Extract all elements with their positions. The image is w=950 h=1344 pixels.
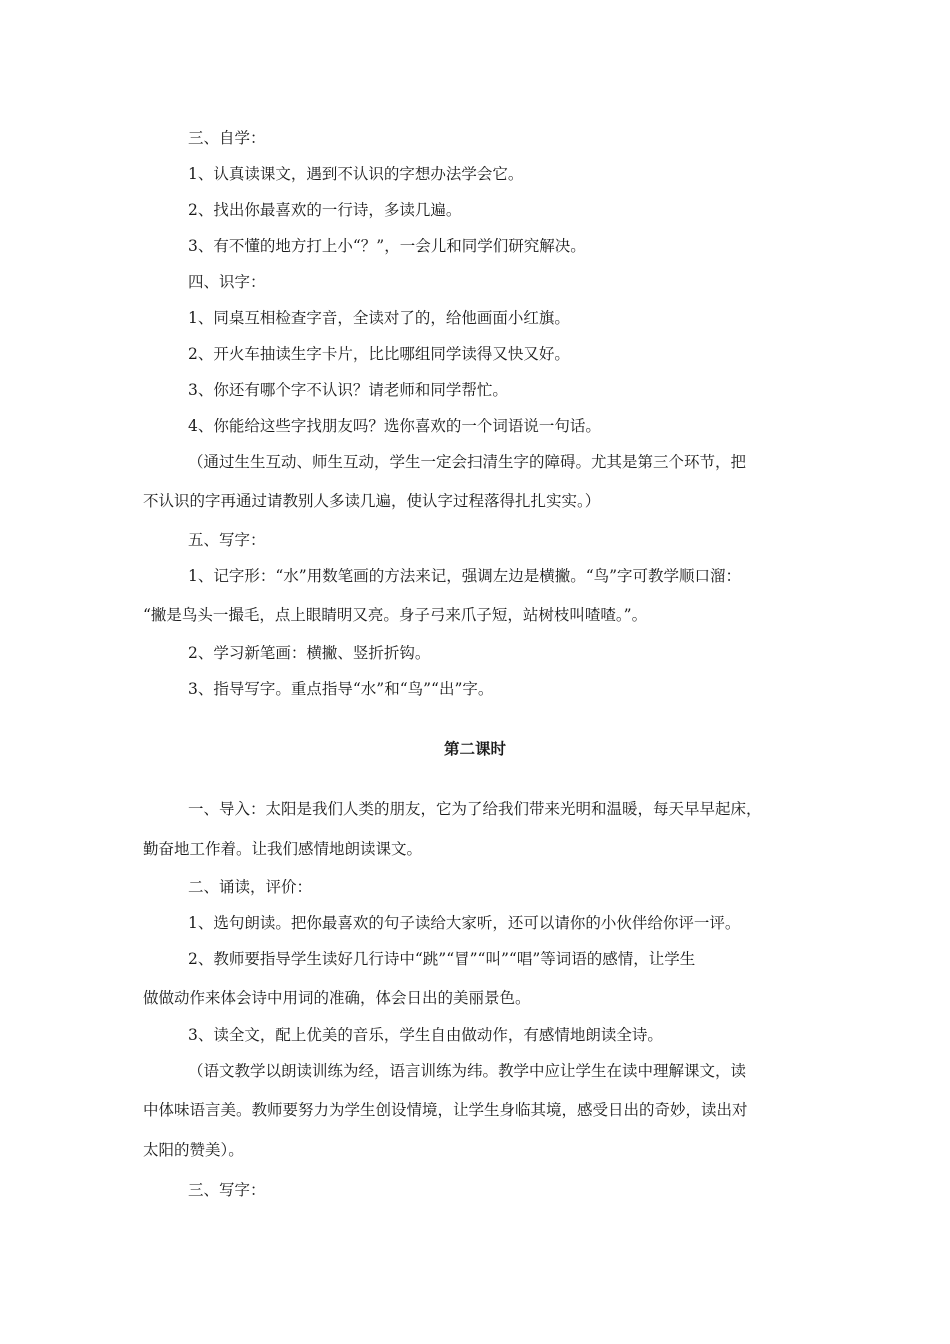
paragraph: 2、学习新笔画：横撇、竖折折钩。	[188, 644, 431, 662]
paragraph: 中体味语言美。教师要努力为学生创设情境，让学生身临其境，感受日出的奇妙，读出对	[143, 1101, 748, 1119]
paragraph: （语文教学以朗读训练为经，语言训练为纬。教学中应让学生在读中理解课文，读	[188, 1062, 747, 1080]
paragraph: 太阳的赞美）。	[143, 1141, 244, 1159]
paragraph: 1、同桌互相检查字音，全读对了的，给他画面小红旗。	[188, 309, 570, 327]
paragraph: 3、指导写字。重点指导“水”和“鸟”“出”字。	[188, 680, 494, 698]
paragraph: 1、记字形：“水”用数笔画的方法来记，强调左边是横撇。“鸟”字可教学顺口溜：	[188, 567, 742, 585]
lesson-title: 第二课时	[443, 740, 506, 758]
paragraph: 2、找出你最喜欢的一行诗，多读几遍。	[188, 201, 462, 219]
paragraph: 2、教师要指导学生读好几行诗中“跳”“冒”“叫”“唱”等词语的感情，让学生	[188, 950, 696, 968]
paragraph: 1、选句朗读。把你最喜欢的句子读给大家听，还可以请你的小伙伴给你评一评。	[188, 914, 741, 932]
section-heading-self-study: 三、自学：	[188, 129, 266, 147]
paragraph: 3、读全文，配上优美的音乐，学生自由做动作，有感情地朗读全诗。	[188, 1026, 663, 1044]
paragraph: 3、你还有哪个字不认识？请老师和同学帮忙。	[188, 381, 508, 399]
paragraph: 2、开火车抽读生字卡片，比比哪组同学读得又快又好。	[188, 345, 570, 363]
paragraph: 做做动作来体会诗中用词的准确，体会日出的美丽景色。	[143, 989, 531, 1007]
paragraph: 勤奋地工作着。让我们感情地朗读课文。	[143, 840, 423, 858]
section-heading-writing-2: 三、写字：	[188, 1181, 266, 1199]
paragraph: （通过生生互动、师生互动，学生一定会扫清生字的障碍。尤其是第三个环节，把	[188, 453, 747, 471]
paragraph: 3、有不懂的地方打上小“？”，一会儿和同学们研究解决。	[188, 237, 586, 255]
section-heading-recite: 二、诵读，评价：	[188, 878, 313, 896]
paragraph: 1、认真读课文，遇到不认识的字想办法学会它。	[188, 165, 524, 183]
section-heading-literacy: 四、识字：	[188, 273, 266, 291]
section-heading-writing: 五、写字：	[188, 531, 266, 549]
paragraph: 不认识的字再通过请教别人多读几遍，使认字过程落得扎扎实实。）	[143, 492, 601, 510]
paragraph: “撇是鸟头一撮毛，点上眼睛明又亮。身子弓来爪子短，站树枝叫喳喳。”。	[143, 606, 648, 624]
paragraph: 4、你能给这些字找朋友吗？选你喜欢的一个词语说一句话。	[188, 417, 601, 435]
paragraph: 一、导入：太阳是我们人类的朋友，它为了给我们带来光明和温暖，每天早早起床，	[188, 800, 762, 818]
